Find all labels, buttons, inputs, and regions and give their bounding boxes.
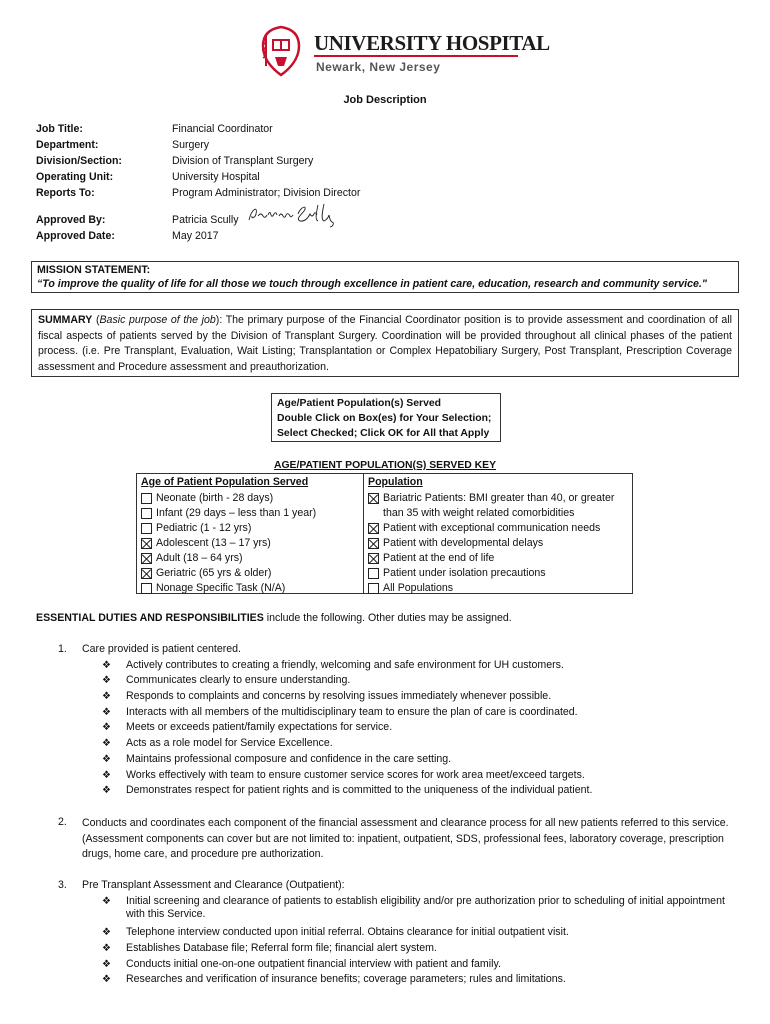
hospital-logo [254,24,550,78]
bullet-item [102,659,592,675]
bullet-text: Interacts with all members of the multidisciplinary team to ensure the plan of care is coordinated. [126,705,578,718]
diamond-bullet-icon: ❖ [102,942,111,954]
duties-heading-bold: ESSENTIAL DUTIES AND RESPONSIBILITIES [36,612,264,624]
diamond-bullet-icon: ❖ [102,769,111,781]
key-item-label: Infant (29 days – less than 1 year) [156,506,317,519]
duty-bullets [102,895,746,989]
diamond-bullet-icon: ❖ [102,785,111,797]
population-box-line-3: Select Checked; Click OK for All that Apply [277,428,490,439]
population-key-title: AGE/PATIENT POPULATION(S) SERVED KEY [273,460,497,471]
hospital-location: Newark, New Jersey [316,60,441,74]
key-item-label: Bariatric Patients: BMI greater than 40, or greater [383,491,615,504]
summary-close-paren: ): [215,314,226,326]
unchecked-box-icon[interactable] [141,493,152,504]
checked-box-icon[interactable] [368,523,379,534]
unchecked-box-icon[interactable] [141,508,152,519]
bullet-text: Researches and verification of insurance benefits; coverage parameters; rules and limitations. [126,973,566,986]
division-row [36,155,360,171]
key-item [368,551,614,566]
department-row [36,139,360,155]
summary-text: The primary purpose of the Financial Coordinator position is to provide assessment and coordination of all fiscal aspects of patients served by the Division of Transplant Surgery. Coordination will be provided throughout all clinical phases of the patient process. (i.e. Pre Transplant, Evaluation, Wait Listing; Transplantation or Complex Hepatobiliary Surgery, Post Transplant, Prescription Coverage assessment and Procedure assessment and preauthorization. [38,314,732,374]
checked-box-icon[interactable] [141,538,152,549]
bullet-text: Establishes Database file; Referral form file; financial alert system. [126,941,437,954]
summary-label: SUMMARY [38,314,93,326]
duty-text: Conducts and coordinates each component of the financial assessment and clearance process for all new patients referred to this service. (Assessment components can cover but are not limited to: inpatient, outpatient, SDS, professional fees, laboratory coverage, prescription drugs, home care, and procedure pre authorization. [82,817,729,861]
population-key-table [136,473,633,594]
mission-text: “To improve the quality of life for all those we touch through excellence in patient care, education, research and community service." [37,277,707,290]
population-column-header: Population [368,476,423,488]
key-item [368,506,614,521]
age-column-header: Age of Patient Population Served [141,476,309,488]
bullet-item [102,958,746,974]
age-column [141,476,316,596]
key-item [141,551,316,566]
key-item [368,491,614,506]
duty-bullets [102,659,592,800]
unchecked-box-icon[interactable] [141,583,152,594]
key-item [141,506,316,521]
bullet-item [102,690,592,706]
mission-statement [31,261,739,293]
duties-heading-suffix: include the following. Other duties may be assigned. [263,612,512,624]
duty-text: Care provided is patient centered. [82,643,241,655]
bullet-item [102,973,746,989]
operating-unit-value: University Hospital [172,171,260,183]
hospital-seal-icon [254,24,308,78]
approved-date-value: May 2017 [172,230,219,242]
key-item [141,581,316,596]
handwritten-signature [246,202,338,228]
checked-box-icon[interactable] [141,553,152,564]
department-value: Surgery [172,139,210,151]
approved-date-row [36,230,360,246]
bullet-text: Actively contributes to creating a friendly, welcoming and safe environment for UH customers. [126,658,564,671]
key-item [368,536,614,551]
bullet-item [102,942,746,958]
key-item-label: Patient under isolation precautions [383,566,546,579]
diamond-bullet-icon: ❖ [102,659,111,671]
reports-to-row [36,187,360,203]
reports-to-label: Reports To: [36,187,95,199]
bullet-text: Telephone interview conducted upon initial referral. Obtains clearance for initial outpatient visit. [126,926,569,939]
bullet-text: Maintains professional composure and confidence in the care setting. [126,752,452,765]
key-item-label: All Populations [383,581,454,594]
checked-box-icon[interactable] [368,538,379,549]
bullet-text: Responds to complaints and concerns by resolving issues immediately whenever possible. [126,690,552,703]
population-box-line-2: Double Click on Box(es) for Your Selection; [277,413,492,424]
bullet-item [102,706,592,722]
bullet-item [102,895,746,927]
duty-number: 3. [58,879,67,891]
key-item-label: Nonage Specific Task (N/A) [156,581,286,594]
duties-heading [36,612,512,626]
bullet-text: Initial screening and clearance of patients to establish eligibility and/or pre authorization prior to scheduling of initial appointment with this Service. [126,894,725,921]
key-item [368,581,614,596]
diamond-bullet-icon: ❖ [102,675,111,687]
approved-by-label: Approved By: [36,214,106,226]
bullet-item [102,784,592,800]
mission-heading: MISSION STATEMENT: [37,264,151,276]
bullet-text: Demonstrates respect for patient rights and is committed to the uniqueness of the individual patient. [126,784,593,797]
diamond-bullet-icon: ❖ [102,753,111,765]
checked-box-icon[interactable] [141,568,152,579]
unchecked-box-icon[interactable] [368,583,379,594]
bullet-item [102,926,746,942]
diamond-bullet-icon: ❖ [102,927,111,939]
reports-to-value: Program Administrator; Division Director [172,187,361,199]
unchecked-box-icon[interactable] [368,568,379,579]
duty-number: 2. [58,816,67,828]
unchecked-box-icon[interactable] [141,523,152,534]
key-item-label: Geriatric (65 yrs & older) [156,566,272,579]
summary-label-note: Basic purpose of the job [99,314,216,326]
population-selection-box[interactable] [271,393,501,442]
bullet-text: Conducts initial one-on-one outpatient financial interview with patient and family. [126,957,501,970]
diamond-bullet-icon: ❖ [102,722,111,734]
summary-open-paren: ( [92,314,100,326]
key-item [368,521,614,536]
approved-date-label: Approved Date: [36,230,115,242]
job-title-value: Financial Coordinator [172,123,273,135]
bullet-item [102,737,592,753]
checked-box-icon[interactable] [368,493,379,504]
diamond-bullet-icon: ❖ [102,958,111,970]
diamond-bullet-icon: ❖ [102,738,111,750]
population-column [368,476,614,596]
bullet-item [102,721,592,737]
division-value: Division of Transplant Surgery [172,155,314,167]
bullet-text: Acts as a role model for Service Excellence. [126,737,333,750]
key-item [368,566,614,581]
key-item-label: Patient with developmental delays [383,536,544,549]
bullet-item [102,674,592,690]
bullet-item [102,753,592,769]
bullet-text: Communicates clearly to ensure understanding. [126,674,351,687]
key-item-label: Patient with exceptional communication needs [383,521,601,534]
job-title-label: Job Title: [36,123,83,135]
key-item [141,521,316,536]
department-label: Department: [36,139,99,151]
diamond-bullet-icon: ❖ [102,691,111,703]
operating-unit-label: Operating Unit: [36,171,114,183]
diamond-bullet-icon: ❖ [102,895,111,907]
diamond-bullet-icon: ❖ [102,974,111,986]
duty-number: 1. [58,643,67,655]
key-item [141,566,316,581]
document-title: Job Description [343,94,427,106]
duty-text: Pre Transplant Assessment and Clearance (Outpatient): [82,879,345,891]
key-item [141,536,316,551]
bullet-text: Works effectively with team to ensure customer service scores for work area meet/exceed targets. [126,768,585,781]
summary-box [31,309,739,377]
checked-box-icon[interactable] [368,553,379,564]
key-item-label: Patient at the end of life [383,551,495,564]
operating-unit-row [36,171,360,187]
hospital-name: UNIVERSITY HOSPITAL [314,31,550,55]
key-item-label: Pediatric (1 - 12 yrs) [156,521,252,534]
population-box-line-1: Age/Patient Population(s) Served [277,398,441,409]
key-item-label: Adult (18 – 64 yrs) [156,551,243,564]
key-item [141,491,316,506]
key-item-label: Neonate (birth - 28 days) [156,491,274,504]
bullet-text: Meets or exceeds patient/family expectations for service. [126,721,393,734]
key-item-label: than 35 with weight related comorbidities [383,506,575,519]
job-title-row [36,123,360,139]
bullet-item [102,769,592,785]
logo-rule [314,55,518,57]
approved-by-value: Patricia Scully [172,214,239,226]
key-divider [363,474,364,593]
key-item-label: Adolescent (13 – 17 yrs) [156,536,271,549]
division-label: Division/Section: [36,155,122,167]
diamond-bullet-icon: ❖ [102,706,111,718]
